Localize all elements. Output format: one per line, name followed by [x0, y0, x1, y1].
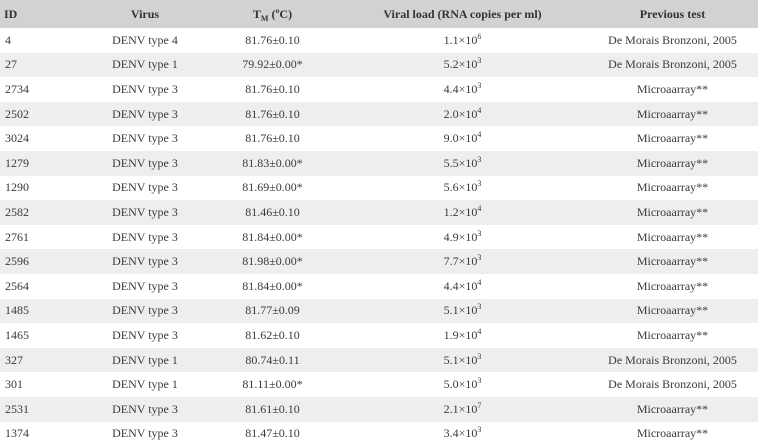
viral-load-base: 5.1×10	[443, 352, 478, 367]
table-row	[0, 200, 758, 225]
cell-virus: DENV type 3	[112, 106, 178, 121]
table-row	[0, 422, 758, 443]
header-previous-test: Previous test	[639, 6, 706, 21]
cell-virus: DENV type 3	[112, 278, 178, 293]
cell-viral-load	[340, 151, 585, 176]
header-tm	[205, 0, 340, 28]
table-row	[0, 126, 758, 151]
table-row	[0, 176, 758, 201]
cell-previous-test: De Morais Bronzoni, 2005	[608, 377, 737, 392]
cell-previous-test: Microaarray**	[636, 426, 709, 441]
viral-load-base: 5.5×10	[443, 155, 478, 170]
cell-id: 1374	[5, 426, 29, 441]
header-tm-sub: M	[260, 13, 269, 23]
cell-id: 1279	[5, 155, 29, 170]
viral-load-base: 7.7×10	[443, 254, 478, 269]
cell-viral-load	[340, 274, 585, 299]
cell-previous-test: Microaarray**	[636, 155, 709, 170]
cell-previous-test: Microaarray**	[636, 180, 709, 195]
cell-previous-test: De Morais Bronzoni, 2005	[608, 57, 737, 72]
cell-tm: 81.46±0.10	[245, 204, 300, 219]
cell-previous-test: Microaarray**	[636, 106, 709, 121]
viral-load-base: 4.9×10	[443, 229, 478, 244]
viral-load-base: 9.0×10	[443, 131, 478, 146]
table-row	[0, 77, 758, 102]
viral-load-exponent: 4	[477, 130, 482, 140]
cell-id: 1485	[5, 303, 29, 318]
cell-id: 327	[5, 352, 23, 367]
cell-id: 1465	[5, 327, 29, 342]
cell-tm: 79.92±0.00*	[242, 57, 303, 72]
cell-previous-test: Microaarray**	[636, 204, 709, 219]
cell-tm: 81.11±0.00*	[242, 377, 303, 392]
cell-previous-test: Microaarray**	[636, 327, 709, 342]
header-viral-load: Viral load (RNA copies per ml)	[383, 6, 542, 21]
table-row	[0, 249, 758, 274]
cell-previous-test: Microaarray**	[636, 81, 709, 96]
cell-id: 27	[5, 57, 17, 72]
viral-load-exponent: 4	[477, 203, 482, 213]
cell-viral-load	[340, 323, 585, 348]
cell-previous-test: Microaarray**	[636, 401, 709, 416]
table-header	[0, 0, 758, 28]
table-row	[0, 348, 758, 373]
cell-tm: 81.76±0.10	[245, 131, 300, 146]
viral-load-exponent: 3	[477, 376, 482, 386]
cell-virus: DENV type 1	[112, 377, 178, 392]
cell-id: 2564	[5, 278, 29, 293]
cell-viral-load	[340, 126, 585, 151]
cell-previous-test: De Morais Bronzoni, 2005	[608, 32, 737, 47]
header-tm-main: T	[252, 6, 261, 21]
cell-previous-test: Microaarray**	[636, 229, 709, 244]
cell-id: 3024	[5, 131, 29, 146]
cell-id: 2761	[5, 229, 29, 244]
cell-virus: DENV type 3	[112, 327, 178, 342]
cell-viral-load	[340, 102, 585, 127]
viral-load-exponent: 6	[477, 31, 482, 41]
viral-load-exponent: 4	[477, 277, 482, 287]
viral-load-exponent: 3	[477, 179, 482, 189]
cell-virus: DENV type 1	[112, 352, 178, 367]
cell-previous-test: Microaarray**	[636, 303, 709, 318]
viral-load-base: 1.2×10	[443, 204, 478, 219]
cell-viral-load	[340, 28, 585, 53]
cell-viral-load	[340, 225, 585, 250]
cell-tm: 81.77±0.09	[245, 303, 300, 318]
cell-viral-load	[340, 200, 585, 225]
cell-viral-load	[340, 348, 585, 373]
cell-viral-load	[340, 53, 585, 78]
viral-load-exponent: 3	[477, 302, 482, 312]
cell-tm: 81.84±0.00*	[242, 278, 303, 293]
viral-load-base: 1.9×10	[443, 327, 478, 342]
table-row	[0, 28, 758, 53]
table-row	[0, 397, 758, 422]
viral-load-exponent: 3	[477, 80, 482, 90]
cell-id: 4	[5, 32, 11, 47]
viral-load-exponent: 3	[477, 56, 482, 66]
cell-id: 2502	[5, 106, 29, 121]
viral-load-base: 4.4×10	[443, 278, 478, 293]
cell-id: 2596	[5, 254, 29, 269]
cell-tm: 81.76±0.10	[245, 81, 300, 96]
viral-load-base: 5.6×10	[443, 180, 478, 195]
cell-viral-load	[340, 176, 585, 201]
viral-load-base: 2.1×10	[443, 401, 478, 416]
cell-viral-load	[340, 299, 585, 324]
viral-load-base: 4.4×10	[443, 81, 478, 96]
viral-load-exponent: 4	[477, 105, 482, 115]
cell-virus: DENV type 3	[112, 180, 178, 195]
cell-tm: 81.61±0.10	[245, 401, 300, 416]
cell-tm: 81.84±0.00*	[242, 229, 303, 244]
viral-load-base: 5.1×10	[443, 303, 478, 318]
cell-previous-test: Microaarray**	[636, 131, 709, 146]
table-row	[0, 102, 758, 127]
viral-load-exponent: 3	[477, 154, 482, 164]
cell-virus: DENV type 3	[112, 303, 178, 318]
cell-viral-load	[340, 77, 585, 102]
cell-tm: 81.47±0.10	[245, 426, 300, 441]
cell-tm: 81.76±0.10	[245, 32, 300, 47]
cell-tm: 81.98±0.00*	[242, 254, 303, 269]
cell-viral-load	[340, 397, 585, 422]
viral-load-exponent: 7	[477, 400, 482, 410]
table-row	[0, 299, 758, 324]
header-id: ID	[4, 6, 18, 21]
viral-load-base: 2.0×10	[443, 106, 478, 121]
cell-tm: 81.76±0.10	[245, 106, 300, 121]
header-tm-unit: (ºC)	[271, 6, 293, 21]
viral-load-base: 1.1×10	[443, 32, 478, 47]
cell-virus: DENV type 3	[112, 81, 178, 96]
cell-virus: DENV type 3	[112, 155, 178, 170]
table-row	[0, 151, 758, 176]
cell-virus: DENV type 3	[112, 401, 178, 416]
viral-load-base: 5.2×10	[443, 57, 478, 72]
viral-load-exponent: 3	[477, 253, 482, 263]
table-row	[0, 323, 758, 348]
viral-load-exponent: 3	[477, 425, 482, 435]
cell-id: 301	[5, 377, 23, 392]
cell-viral-load	[340, 422, 585, 443]
cell-virus: DENV type 3	[112, 426, 178, 441]
cell-previous-test: De Morais Bronzoni, 2005	[608, 352, 737, 367]
cell-virus: DENV type 3	[112, 229, 178, 244]
cell-id: 2734	[5, 81, 29, 96]
cell-previous-test: Microaarray**	[636, 254, 709, 269]
cell-tm: 80.74±0.11	[245, 352, 300, 367]
cell-tm: 81.83±0.00*	[242, 155, 303, 170]
table-row	[0, 225, 758, 250]
cell-id: 1290	[5, 180, 29, 195]
viral-load-exponent: 4	[477, 326, 482, 336]
table-row	[0, 372, 758, 397]
cell-id: 2531	[5, 401, 29, 416]
cell-virus: DENV type 1	[112, 57, 178, 72]
viral-load-base: 3.4×10	[443, 426, 478, 441]
table-row	[0, 53, 758, 78]
cell-virus: DENV type 3	[112, 131, 178, 146]
cell-virus: DENV type 4	[112, 32, 178, 47]
viral-load-exponent: 3	[477, 351, 482, 361]
cell-viral-load	[340, 249, 585, 274]
cell-viral-load	[340, 372, 585, 397]
cell-tm: 81.69±0.00*	[242, 180, 303, 195]
cell-previous-test: Microaarray**	[636, 278, 709, 293]
viral-load-exponent: 3	[477, 228, 482, 238]
cell-id: 2582	[5, 204, 29, 219]
cell-virus: DENV type 3	[112, 254, 178, 269]
cell-virus: DENV type 3	[112, 204, 178, 219]
viral-load-base: 5.0×10	[443, 377, 478, 392]
cell-tm: 81.62±0.10	[245, 327, 300, 342]
header-virus: Virus	[130, 6, 160, 21]
table-row	[0, 274, 758, 299]
